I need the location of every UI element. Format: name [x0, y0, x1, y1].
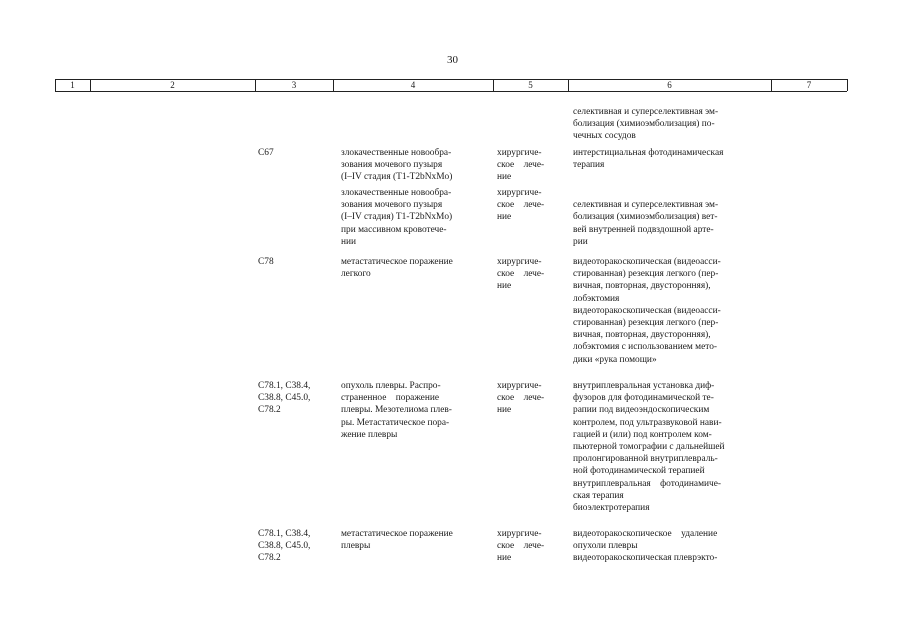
- table-cell-column-6: рии: [573, 236, 588, 247]
- table-cell-column-4: нии: [341, 236, 357, 247]
- table-cell-column-5: ское лече-: [497, 269, 545, 280]
- header-col-7: 7: [806, 80, 812, 90]
- table-cell-column-6: видеоторакоскопическая (видеоасси-: [573, 305, 721, 316]
- table-cell-column-4: зования мочевого пузыря: [341, 160, 443, 171]
- table-cell-column-6: терапия: [573, 160, 605, 171]
- table-cell-column-6: болизация (химиоэмболизация) вет-: [573, 212, 718, 223]
- table-cell-column-6: внутриплевральная фотодинамиче-: [573, 478, 722, 489]
- table-cell-column-5: ское лече-: [497, 160, 545, 171]
- table-cell-column-5: хирургиче-: [497, 381, 542, 391]
- table-cell-column-6: вичная, повторная, двусторонняя),: [573, 330, 711, 341]
- table-cell-column-6: пролонгированной внутриплевраль-: [573, 454, 718, 465]
- page-number: 30: [447, 54, 458, 66]
- table-cell-column-3: C78.2: [258, 405, 281, 416]
- table-cell-column-6: опухоли плевры: [573, 541, 638, 552]
- table-header-bottom-rule: [55, 91, 847, 92]
- table-cell-column-3: C67: [258, 148, 274, 158]
- header-col-6: 6: [667, 80, 672, 90]
- table-cell-column-6: пьютерной томографии с дальнейшей: [573, 442, 725, 452]
- table-cell-column-4: ры. Метастатическое пора-: [341, 417, 450, 428]
- table-cell-column-4: при массивном кровотече-: [341, 224, 447, 235]
- table-cell-column-4: метастатическое поражение: [341, 529, 453, 539]
- table-cell-column-6: интерстициальная фотодинамическая: [573, 148, 724, 158]
- table-cell-column-4: метастатическое поражение: [341, 257, 453, 267]
- table-cell-column-5: хирургиче-: [497, 257, 542, 267]
- table-cell-column-3: C78.2: [258, 553, 281, 564]
- table-cell-column-6: гацией и (или) под контролем ком-: [573, 429, 712, 440]
- table-cell-column-5: ское лече-: [497, 200, 545, 211]
- table-cell-column-6: селективная и суперселективная эм-: [573, 107, 719, 117]
- table-cell-column-4: страненное поражение: [341, 393, 440, 404]
- table-cell-column-4: плевры: [341, 541, 371, 552]
- table-cell-column-3: C78: [258, 257, 274, 267]
- table-cell-column-6: биоэлектротерапия: [573, 503, 650, 513]
- table-cell-column-4: жение плевры: [341, 429, 398, 440]
- table-cell-column-5: хирургиче-: [497, 188, 542, 198]
- header-col-5: 5: [528, 80, 533, 90]
- header-col-2: 2: [170, 80, 175, 90]
- table-cell-column-6: стированная) резекция легкого (пер-: [573, 318, 719, 328]
- table-cell-column-6: болизация (химиоэмболизация) по-: [573, 119, 715, 130]
- table-cell-column-6: лобэктомия с использованием мето-: [573, 342, 718, 353]
- table-cell-column-6: видеоторакоскопическое удаление: [573, 529, 718, 539]
- table-cell-column-4: злокачественные новообра-: [341, 188, 452, 198]
- table-cell-column-6: дики «рука помощи»: [573, 354, 657, 365]
- table-cell-column-4: зования мочевого пузыря: [341, 200, 443, 211]
- header-col-1: 1: [70, 80, 75, 90]
- table-cell-column-4: плевры. Мезотелиома плев-: [341, 405, 452, 416]
- table-cell-column-6: ной фотодинамической терапией: [573, 466, 705, 477]
- table-cell-column-6: чечных сосудов: [573, 131, 636, 142]
- table-cell-column-3: C38.8, C45.0,: [258, 393, 311, 404]
- table-cell-column-3: C78.1, C38.4,: [258, 529, 311, 539]
- table-cell-column-6: фузоров для фотодинамической те-: [573, 393, 714, 404]
- table-cell-column-6: контролем, под ультразвуковой нави-: [573, 417, 722, 428]
- table-cell-column-4: опухоль плевры. Распро-: [341, 381, 441, 391]
- table-cell-column-6: лобэктомия: [573, 293, 620, 304]
- table-cell-column-6: вей внутренней подвздошной арте-: [573, 224, 714, 235]
- table-cell-column-5: ское лече-: [497, 541, 545, 552]
- table-cell-column-5: ние: [497, 405, 512, 416]
- table-cell-column-4: злокачественные новообра-: [341, 148, 452, 158]
- table-cell-column-6: селективная и суперселективная эм-: [573, 200, 719, 211]
- table-cell-column-6: видеоторакоскопическая плеврэкто-: [573, 553, 718, 564]
- table-cell-column-5: хирургиче-: [497, 148, 542, 158]
- table-cell-column-6: видеоторакоскопическая (видеоасси-: [573, 257, 721, 267]
- header-col-4: 4: [410, 80, 416, 90]
- table-cell-column-5: ние: [497, 212, 512, 223]
- table-cell-column-6: стированная) резекция легкого (пер-: [573, 269, 719, 280]
- table-cell-column-6: внутриплевральная установка диф-: [573, 381, 715, 391]
- table-cell-column-4: (I–IV стадия) T1-T2bNxMo): [341, 212, 453, 223]
- header-separator: [847, 79, 848, 91]
- table-cell-column-4: легкого: [341, 269, 371, 280]
- table-cell-column-5: ние: [497, 553, 512, 564]
- table-cell-column-5: ние: [497, 172, 512, 183]
- table-cell-column-6: ская терапия: [573, 490, 624, 501]
- header-col-3: 3: [291, 80, 297, 90]
- table-cell-column-6: вичная, повторная, двусторонняя),: [573, 281, 711, 292]
- table-cell-column-3: C38.8, C45.0,: [258, 541, 311, 552]
- table-header-row: [55, 79, 847, 91]
- table-cell-column-4: (I–IV стадия (T1-T2bNxMo): [341, 172, 453, 183]
- table-cell-column-3: C78.1, C38.4,: [258, 381, 311, 391]
- table-cell-column-5: ние: [497, 281, 512, 292]
- table-cell-column-5: хирургиче-: [497, 529, 542, 539]
- table-cell-column-6: рапии под видеоэндоскопическим: [573, 405, 710, 416]
- table-cell-column-5: ское лече-: [497, 393, 545, 404]
